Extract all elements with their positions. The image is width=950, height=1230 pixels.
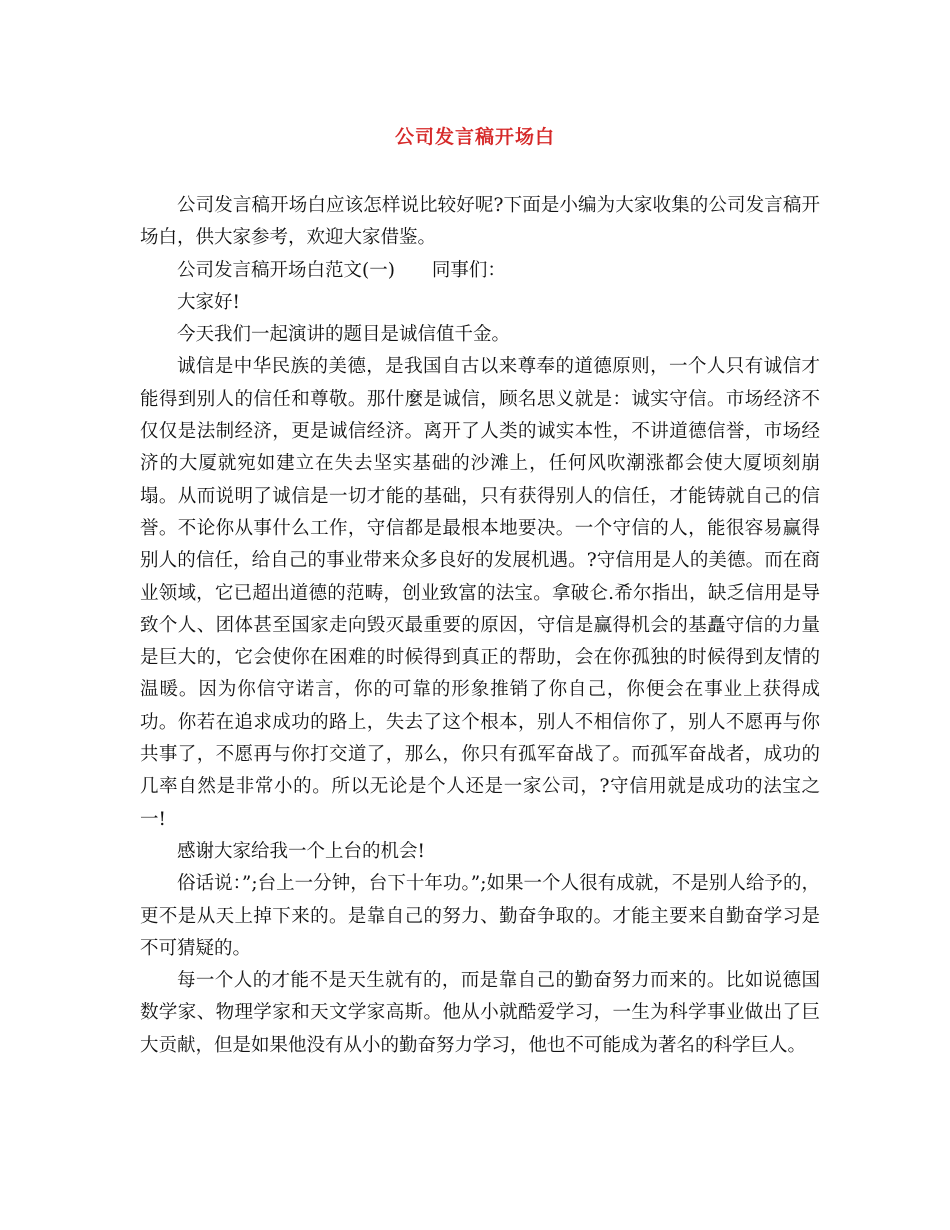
paragraph-integrity: 诚信是中华民族的美德，是我国自古以来尊奉的道德原则，一个人只有诚信才能得到别人的信任和尊敬。那什麼是诚信，顾名思义就是：诚实守信。市场经济不仅仅是法制经济，更是诚信经济。离开了人类的诚实本性，不讲道德信誉，市场经济的大厦就宛如建立在失去坚实基础的沙滩上，任何风吹潮涨都会使大厦顷刻崩塌。从而说明了诚信是一切才能的基础，只有获得别人的信任，才能铸就自己的信誉。不论你从事什么工作，守信都是最根本地要决。一个守信的人，能很容易赢得别人的信任，给自己的事业带来众多良好的发展机遇。?守信用是人的美德。而在商业领域，它已超出道德的范畴，创业致富的法宝。拿破仑.希尔指出，缺乏信用是导致个人、团体甚至国家走向毁灭最重要的原因，守信是赢得机会的基矗守信的力量是巨大的，它会使你在困难的时候得到真正的帮助，会在你孤独的时候得到友情的温暖。因为你信守诺言，你的可靠的形象推销了你自己，你便会在事业上获得成功。你若在追求成功的路上，失去了这个根本，别人不相信你了，别人不愿再与你共事了，不愿再与你打交道了，那么，你只有孤军奋战了。而孤军奋战者，成功的几率自然是非常小的。所以无论是个人还是一家公司，?守信用就是成功的法宝之一! <box>140 356 820 830</box>
paragraph-sample-heading: 公司发言稿开场白范文(一) 同事们： <box>177 259 506 281</box>
document-body <box>140 190 820 1062</box>
paragraph-thanks: 感谢大家给我一个上台的机会! <box>177 840 425 862</box>
paragraph-gauss: 每一个人的才能不是天生就有的，而是靠自己的勤奋努力而来的。比如说德国数学家、物理学家和天文学家高斯。他从小就酷爱学习，一生为科学事业做出了巨大贡献，但是如果他没有从小的勤奋努力学习，他也不可能成为著名的科学巨人。 <box>140 970 820 1056</box>
document-title: 公司发言稿开场白 <box>394 126 555 148</box>
paragraph-topic: 今天我们一起演讲的题目是诚信值千金。 <box>177 324 511 346</box>
paragraph-greeting: 大家好! <box>177 291 240 313</box>
paragraph-proverb: 俗话说：”;台上一分钟，台下十年功。”;如果一个人很有成就，不是别人给予的，更不是从天上掉下来的。是靠自己的努力、勤奋争取的。才能主要来自勤奋学习是不可猜疑的。 <box>140 873 820 959</box>
paragraph-intro: 公司发言稿开场白应该怎样说比较好呢?下面是小编为大家收集的公司发言稿开场白，供大家参考，欢迎大家借鉴。 <box>140 195 820 249</box>
